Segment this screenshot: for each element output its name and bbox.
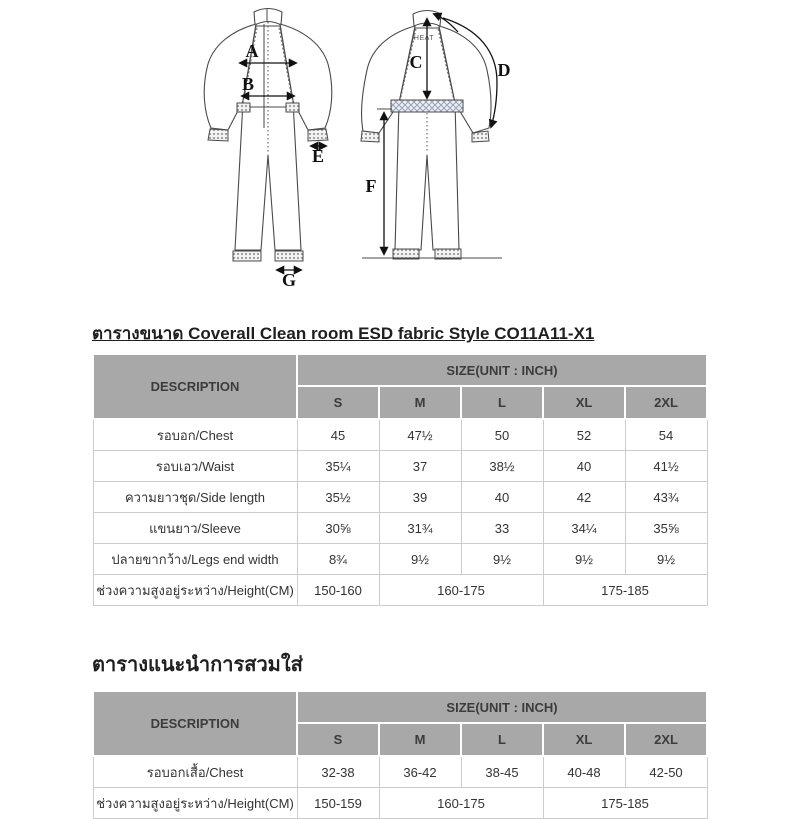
size-col-l: L — [461, 386, 543, 419]
size-col-2xl: 2XL — [625, 723, 707, 756]
table-cell: 42-50 — [625, 756, 707, 788]
label-A: A — [245, 41, 259, 61]
front-right-cuff — [308, 129, 328, 141]
back-waist-band — [391, 100, 463, 112]
row-label: รอบอกเสื้อ/Chest — [93, 756, 297, 788]
table-row-height — [93, 788, 707, 819]
size-col-l: L — [461, 723, 543, 756]
table-cell: 47½ — [379, 419, 461, 451]
table-cell: 8¾ — [297, 544, 379, 575]
heat-label: HEAT — [413, 35, 435, 42]
coverall-front-view — [204, 9, 332, 291]
table-cell: 150-159 — [297, 788, 379, 819]
table-cell: 30⅝ — [297, 513, 379, 544]
table-row-legs-end-width — [93, 544, 707, 575]
table-cell: 37 — [379, 451, 461, 482]
row-label: รอบอก/Chest — [93, 419, 297, 451]
table-cell: 35½ — [297, 482, 379, 513]
table-cell: 54 — [625, 419, 707, 451]
table-cell-merged-xl-2xl: 175-185 — [543, 575, 707, 606]
table-cell: 35¼ — [297, 451, 379, 482]
table-cell: 34¼ — [543, 513, 625, 544]
table-cell: 38½ — [461, 451, 543, 482]
size-col-m: M — [379, 386, 461, 419]
coverall-back-view — [361, 11, 511, 260]
fit-table — [92, 690, 708, 819]
table-cell: 150-160 — [297, 575, 379, 606]
table-cell: 9½ — [461, 544, 543, 575]
label-D: D — [497, 60, 511, 80]
table-cell-merged-m-l: 160-175 — [379, 788, 543, 819]
table-cell-merged-xl-2xl: 175-185 — [543, 788, 707, 819]
row-label: แขนยาว/Sleeve — [93, 513, 297, 544]
size-table-unit-header: SIZE(UNIT : INCH) — [297, 354, 707, 386]
fit-table-title: ตารางแนะนำการสวมใส่ — [92, 654, 303, 676]
table-cell: 9½ — [379, 544, 461, 575]
size-table — [92, 353, 708, 606]
coverall-diagram-svg — [0, 0, 795, 312]
front-left-waist-tab — [237, 103, 250, 112]
size-col-2xl: 2XL — [625, 386, 707, 419]
row-label: ความยาวชุด/Side length — [93, 482, 297, 513]
row-label: ปลายขากว้าง/Legs end width — [93, 544, 297, 575]
back-right-cuff — [472, 131, 489, 142]
size-col-m: M — [379, 723, 461, 756]
table-cell: 31¾ — [379, 513, 461, 544]
table-cell-merged-m-l: 160-175 — [379, 575, 543, 606]
size-col-xl: XL — [543, 386, 625, 419]
table-cell: 50 — [461, 419, 543, 451]
table-row-chest-range — [93, 756, 707, 788]
table-cell: 40-48 — [543, 756, 625, 788]
size-table-description-header: DESCRIPTION — [93, 354, 297, 419]
size-col-s: S — [297, 386, 379, 419]
size-table-title: ตารางขนาด Coverall Clean room ESD fabric Style CO11A11-X1 — [92, 324, 595, 343]
table-cell: 9½ — [543, 544, 625, 575]
size-col-s: S — [297, 723, 379, 756]
table-row-side-length — [93, 482, 707, 513]
table-cell: 39 — [379, 482, 461, 513]
label-C: C — [409, 52, 423, 72]
label-G: G — [281, 270, 297, 290]
table-cell: 52 — [543, 419, 625, 451]
table-cell: 40 — [543, 451, 625, 482]
table-row-waist — [93, 451, 707, 482]
table-cell: 43¾ — [625, 482, 707, 513]
front-right-ankle-cuff — [275, 251, 303, 261]
front-left-ankle-cuff — [233, 251, 261, 261]
fit-table-description-header: DESCRIPTION — [93, 691, 297, 756]
table-cell: 33 — [461, 513, 543, 544]
row-label: รอบเอว/Waist — [93, 451, 297, 482]
table-cell: 41½ — [625, 451, 707, 482]
coverall-measurement-diagram — [0, 0, 795, 312]
back-left-cuff — [361, 131, 379, 142]
size-col-xl: XL — [543, 723, 625, 756]
table-row-chest — [93, 419, 707, 451]
table-cell: 36-42 — [379, 756, 461, 788]
label-E: E — [311, 146, 325, 166]
table-row-sleeve — [93, 513, 707, 544]
table-row-height — [93, 575, 707, 606]
row-label: ช่วงความสูงอยู่ระหว่าง/Height(CM) — [93, 788, 297, 819]
table-cell: 38-45 — [461, 756, 543, 788]
label-B: B — [241, 74, 255, 94]
label-F: F — [365, 176, 377, 196]
table-cell: 40 — [461, 482, 543, 513]
fit-table-unit-header: SIZE(UNIT : INCH) — [297, 691, 707, 723]
row-label: ช่วงความสูงอยู่ระหว่าง/Height(CM) — [93, 575, 297, 606]
front-left-cuff — [208, 129, 228, 141]
table-cell: 42 — [543, 482, 625, 513]
table-cell: 9½ — [625, 544, 707, 575]
table-cell: 45 — [297, 419, 379, 451]
front-right-waist-tab — [286, 103, 299, 112]
table-cell: 32-38 — [297, 756, 379, 788]
table-cell: 35⅝ — [625, 513, 707, 544]
